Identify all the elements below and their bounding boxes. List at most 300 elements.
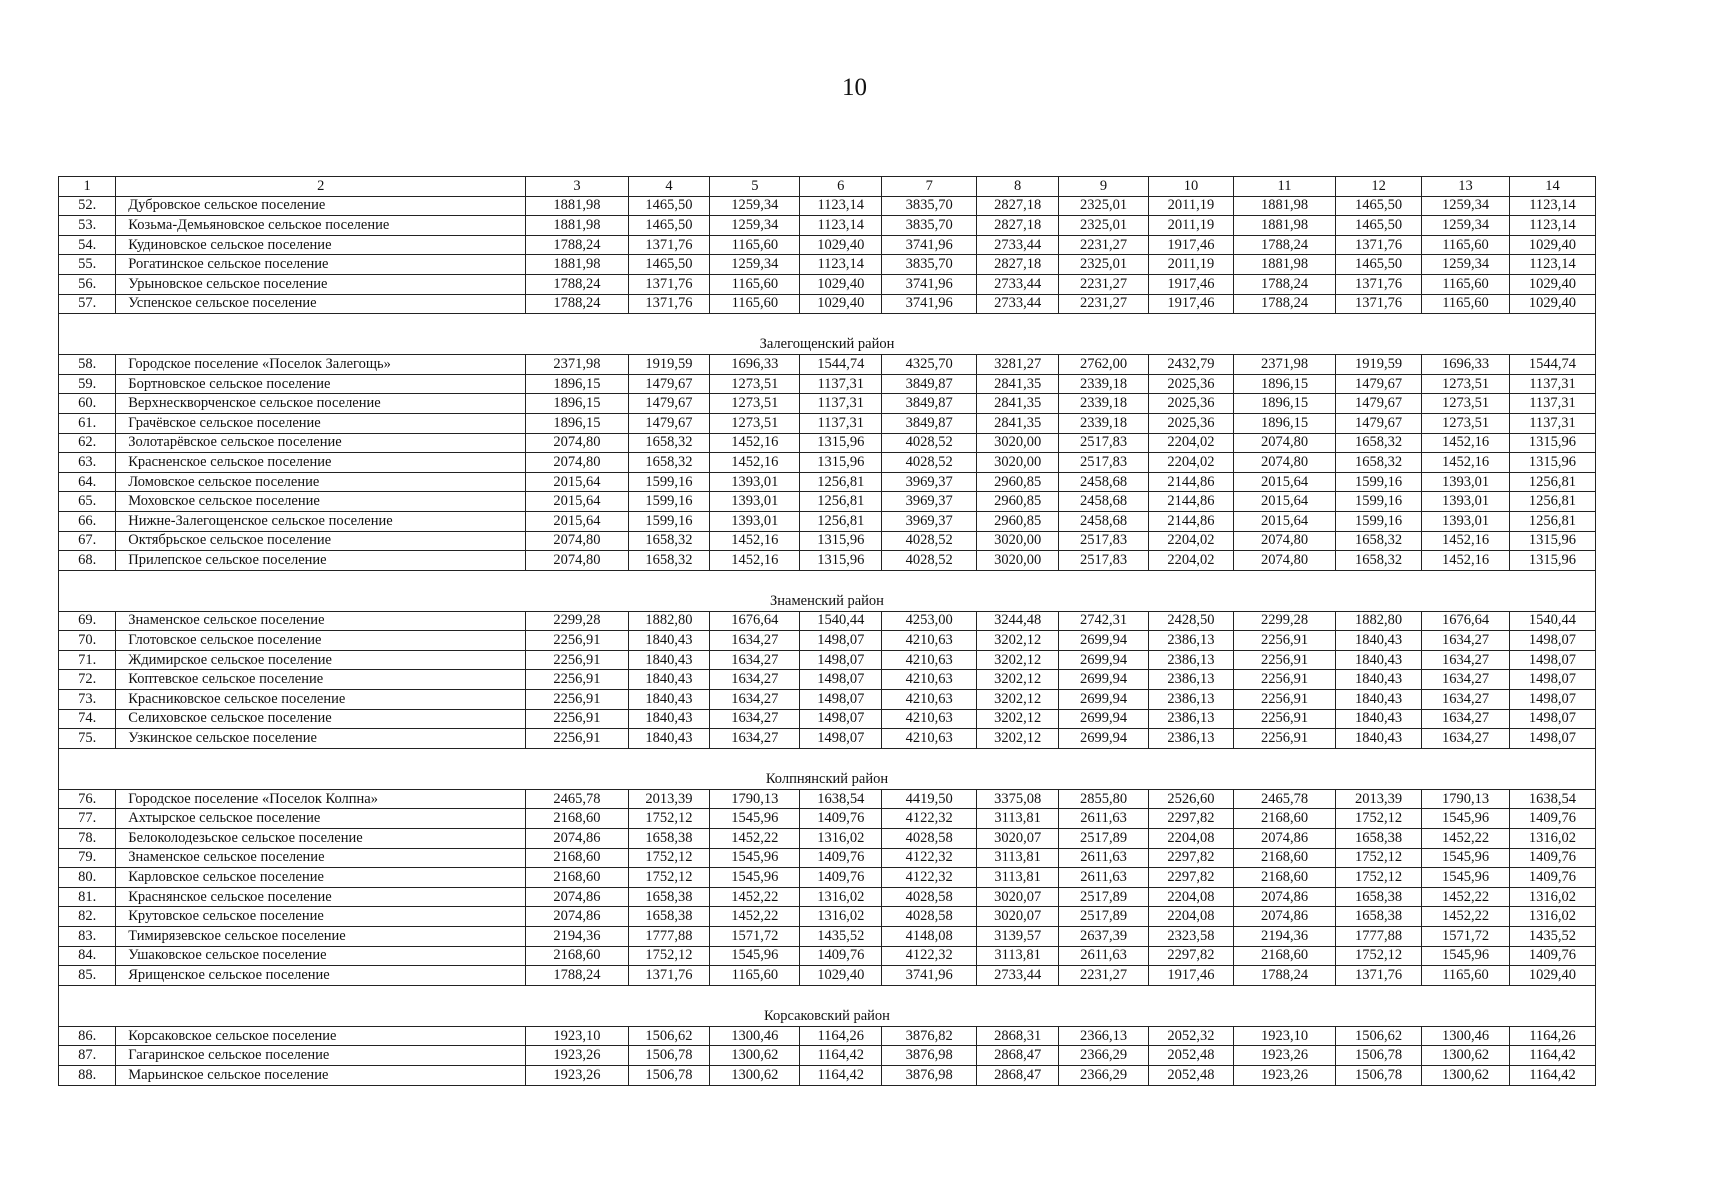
table-row [59,611,1596,631]
value-cell: 1840,43 [628,729,710,749]
value-cell: 1371,76 [1336,966,1422,986]
district-heading-row [59,314,1596,355]
value-cell: 3741,96 [882,294,977,314]
value-cell: 3835,70 [882,216,977,236]
value-cell: 1465,50 [628,216,710,236]
value-cell: 2052,48 [1149,1046,1234,1066]
value-cell: 1256,81 [800,472,882,492]
value-cell: 1164,42 [800,1065,882,1085]
value-cell: 1273,51 [1422,374,1510,394]
row-number: 73. [59,690,116,710]
value-cell: 1788,24 [1233,966,1335,986]
value-cell: 1371,76 [628,235,710,255]
value-cell: 2611,63 [1059,809,1149,829]
settlement-name: Красненское сельское поселение [116,453,526,473]
value-cell: 2256,91 [526,690,628,710]
row-number: 57. [59,294,116,314]
value-cell: 3244,48 [977,611,1059,631]
value-cell: 1137,31 [800,374,882,394]
value-cell: 1788,24 [1233,274,1335,294]
value-cell: 1923,26 [526,1046,628,1066]
value-cell: 1498,07 [800,631,882,651]
value-cell: 2699,94 [1059,631,1149,651]
value-cell: 2428,50 [1149,611,1234,631]
value-cell: 2742,31 [1059,611,1149,631]
value-cell: 3876,98 [882,1065,977,1085]
value-cell: 1123,14 [1509,216,1595,236]
value-cell: 1479,67 [628,394,710,414]
value-cell: 1479,67 [628,413,710,433]
value-cell: 2960,85 [977,511,1059,531]
value-cell: 2231,27 [1059,235,1149,255]
value-cell: 2699,94 [1059,709,1149,729]
value-cell: 1634,27 [710,690,800,710]
column-header: 4 [628,177,710,197]
value-cell: 2256,91 [1233,729,1335,749]
settlement-name: Ушаковское сельское поселение [116,946,526,966]
value-cell: 1273,51 [710,413,800,433]
value-cell: 1123,14 [1509,196,1595,216]
value-cell: 1371,76 [1336,294,1422,314]
value-cell: 3020,07 [977,887,1059,907]
value-cell: 1658,38 [1336,887,1422,907]
value-cell: 2386,13 [1149,729,1234,749]
value-cell: 2611,63 [1059,848,1149,868]
value-cell: 1273,51 [1422,413,1510,433]
value-cell: 1498,07 [800,709,882,729]
row-number: 81. [59,887,116,907]
column-header: 7 [882,177,977,197]
value-cell: 2366,29 [1059,1065,1149,1085]
row-number: 77. [59,809,116,829]
settlement-name: Карловское сельское поселение [116,868,526,888]
value-cell: 2074,80 [526,433,628,453]
value-cell: 1452,22 [710,887,800,907]
row-number: 61. [59,413,116,433]
value-cell: 4122,32 [882,848,977,868]
value-cell: 2194,36 [1233,927,1335,947]
district-heading-row [59,570,1596,611]
value-cell: 3202,12 [977,670,1059,690]
settlement-name: Ярищенское сельское поселение [116,966,526,986]
value-cell: 1371,76 [628,274,710,294]
value-cell: 1435,52 [1509,927,1595,947]
column-header: 2 [116,177,526,197]
value-cell: 1123,14 [800,196,882,216]
value-cell: 1634,27 [710,729,800,749]
value-cell: 4122,32 [882,868,977,888]
value-cell: 2458,68 [1059,472,1149,492]
value-cell: 2015,64 [1233,492,1335,512]
value-cell: 1752,12 [1336,848,1422,868]
value-cell: 2386,13 [1149,690,1234,710]
row-number: 75. [59,729,116,749]
table-row [59,216,1596,236]
value-cell: 1165,60 [1422,274,1510,294]
value-cell: 1923,10 [1233,1026,1335,1046]
value-cell: 1300,46 [710,1026,800,1046]
value-cell: 1452,16 [710,433,800,453]
column-header: 14 [1509,177,1595,197]
value-cell: 1300,62 [710,1046,800,1066]
value-cell: 2025,36 [1149,394,1234,414]
value-cell: 1658,38 [628,887,710,907]
settlement-name: Грачёвское сельское поселение [116,413,526,433]
value-cell: 1696,33 [1422,355,1510,375]
value-cell: 1498,07 [1509,650,1595,670]
value-cell: 2052,48 [1149,1065,1234,1085]
settlement-name: Прилепское сельское поселение [116,551,526,571]
value-cell: 2517,83 [1059,453,1149,473]
table-row [59,274,1596,294]
value-cell: 1752,12 [628,809,710,829]
value-cell: 1452,16 [1422,551,1510,571]
row-number: 56. [59,274,116,294]
value-cell: 2144,86 [1149,492,1234,512]
value-cell: 2371,98 [1233,355,1335,375]
value-cell: 4148,08 [882,927,977,947]
value-cell: 1788,24 [526,274,628,294]
table-row [59,492,1596,512]
value-cell: 1881,98 [1233,255,1335,275]
value-cell: 3876,82 [882,1026,977,1046]
value-cell: 1545,96 [710,946,800,966]
value-cell: 1498,07 [1509,690,1595,710]
value-cell: 2074,80 [526,531,628,551]
table-body [59,177,1596,1086]
value-cell: 2297,82 [1149,809,1234,829]
value-cell: 2611,63 [1059,946,1149,966]
value-cell: 1788,24 [526,235,628,255]
value-cell: 1896,15 [1233,374,1335,394]
value-cell: 1029,40 [1509,235,1595,255]
value-cell: 2011,19 [1149,216,1234,236]
value-cell: 1316,02 [800,829,882,849]
value-cell: 1882,80 [628,611,710,631]
value-cell: 3876,98 [882,1046,977,1066]
value-cell: 1452,22 [1422,907,1510,927]
value-cell: 2168,60 [526,848,628,868]
value-cell: 2339,18 [1059,413,1149,433]
value-cell: 1840,43 [1336,709,1422,729]
table-row [59,729,1596,749]
value-cell: 1393,01 [710,492,800,512]
value-cell: 1164,42 [800,1046,882,1066]
value-cell: 2637,39 [1059,927,1149,947]
value-cell: 2297,82 [1149,868,1234,888]
table-row [59,433,1596,453]
value-cell: 1315,96 [1509,531,1595,551]
value-cell: 3849,87 [882,413,977,433]
value-cell: 1676,64 [1422,611,1510,631]
value-cell: 1256,81 [800,492,882,512]
value-cell: 1479,67 [628,374,710,394]
row-number: 72. [59,670,116,690]
value-cell: 3020,00 [977,531,1059,551]
settlement-name: Городское поселение «Поселок Колпна» [116,789,526,809]
value-cell: 1498,07 [800,670,882,690]
table-row [59,809,1596,829]
value-cell: 1029,40 [800,235,882,255]
table-row [59,355,1596,375]
value-cell: 1881,98 [526,196,628,216]
value-cell: 2371,98 [526,355,628,375]
row-number: 65. [59,492,116,512]
value-cell: 2013,39 [628,789,710,809]
value-cell: 2323,58 [1149,927,1234,947]
value-cell: 4028,52 [882,453,977,473]
value-cell: 2256,91 [526,650,628,670]
value-cell: 2297,82 [1149,946,1234,966]
row-number: 68. [59,551,116,571]
value-cell: 2465,78 [526,789,628,809]
value-cell: 2762,00 [1059,355,1149,375]
settlement-name: Козьма-Демьяновское сельское поселение [116,216,526,236]
value-cell: 4028,58 [882,829,977,849]
header-row [59,177,1596,197]
row-number: 83. [59,927,116,947]
value-cell: 2256,91 [1233,631,1335,651]
value-cell: 1658,38 [1336,907,1422,927]
value-cell: 3202,12 [977,690,1059,710]
table-row [59,709,1596,729]
value-cell: 1164,42 [1509,1046,1595,1066]
value-cell: 1259,34 [710,216,800,236]
value-cell: 1393,01 [710,472,800,492]
value-cell: 1506,78 [628,1065,710,1085]
value-cell: 3020,00 [977,433,1059,453]
value-cell: 1123,14 [800,216,882,236]
value-cell: 2960,85 [977,492,1059,512]
value-cell: 2256,91 [526,709,628,729]
value-cell: 3113,81 [977,868,1059,888]
value-cell: 1634,27 [710,631,800,651]
row-number: 55. [59,255,116,275]
value-cell: 2386,13 [1149,631,1234,651]
settlement-name: Ахтырское сельское поселение [116,809,526,829]
value-cell: 2868,47 [977,1046,1059,1066]
value-cell: 1658,32 [1336,433,1422,453]
table-row [59,294,1596,314]
value-cell: 1452,22 [1422,829,1510,849]
value-cell: 1634,27 [710,650,800,670]
value-cell: 3202,12 [977,631,1059,651]
value-cell: 1452,22 [710,829,800,849]
value-cell: 3835,70 [882,196,977,216]
value-cell: 2074,86 [526,887,628,907]
value-cell: 1540,44 [1509,611,1595,631]
value-cell: 1393,01 [710,511,800,531]
value-cell: 1599,16 [628,472,710,492]
value-cell: 1300,62 [1422,1046,1510,1066]
value-cell: 2025,36 [1149,413,1234,433]
value-cell: 1164,26 [1509,1026,1595,1046]
value-cell: 1917,46 [1149,274,1234,294]
value-cell: 1752,12 [628,946,710,966]
value-cell: 1840,43 [1336,631,1422,651]
row-number: 58. [59,355,116,375]
row-number: 84. [59,946,116,966]
row-number: 62. [59,433,116,453]
value-cell: 1256,81 [1509,511,1595,531]
value-cell: 1498,07 [800,650,882,670]
row-number: 78. [59,829,116,849]
value-cell: 1316,02 [800,907,882,927]
value-cell: 2204,02 [1149,433,1234,453]
table-row [59,1065,1596,1085]
value-cell: 1506,78 [1336,1046,1422,1066]
value-cell: 1465,50 [1336,255,1422,275]
value-cell: 4028,52 [882,531,977,551]
value-cell: 1029,40 [800,294,882,314]
value-cell: 1300,46 [1422,1026,1510,1046]
value-cell: 1256,81 [1509,472,1595,492]
table-row [59,650,1596,670]
value-cell: 2526,60 [1149,789,1234,809]
settlement-name: Знаменское сельское поселение [116,848,526,868]
value-cell: 1123,14 [1509,255,1595,275]
value-cell: 2052,32 [1149,1026,1234,1046]
value-cell: 1315,96 [800,433,882,453]
value-cell: 4122,32 [882,946,977,966]
value-cell: 1165,60 [1422,294,1510,314]
value-cell: 1788,24 [526,294,628,314]
settlement-name: Ждимирское сельское поселение [116,650,526,670]
column-header: 8 [977,177,1059,197]
table-row [59,196,1596,216]
value-cell: 1658,38 [628,907,710,927]
value-cell: 1634,27 [1422,631,1510,651]
value-cell: 2611,63 [1059,868,1149,888]
value-cell: 1164,26 [800,1026,882,1046]
value-cell: 2204,08 [1149,829,1234,849]
value-cell: 2074,86 [1233,829,1335,849]
value-cell: 1452,16 [1422,433,1510,453]
value-cell: 1634,27 [1422,670,1510,690]
value-cell: 2325,01 [1059,216,1149,236]
settlement-name: Краснянское сельское поселение [116,887,526,907]
value-cell: 3202,12 [977,729,1059,749]
column-header: 1 [59,177,116,197]
district-heading-row [59,985,1596,1026]
table-row [59,394,1596,414]
value-cell: 1435,52 [800,927,882,947]
value-cell: 1544,74 [800,355,882,375]
value-cell: 3020,07 [977,829,1059,849]
value-cell: 1658,32 [1336,453,1422,473]
value-cell: 2204,02 [1149,551,1234,571]
table-row [59,927,1596,947]
settlement-name: Моховское сельское поселение [116,492,526,512]
value-cell: 1259,34 [710,196,800,216]
value-cell: 1917,46 [1149,966,1234,986]
value-cell: 1315,96 [1509,551,1595,571]
value-cell: 1165,60 [1422,235,1510,255]
value-cell: 1498,07 [800,729,882,749]
value-cell: 2074,86 [1233,907,1335,927]
value-cell: 1896,15 [1233,413,1335,433]
value-cell: 3139,57 [977,927,1059,947]
value-cell: 2432,79 [1149,355,1234,375]
table-row [59,1046,1596,1066]
value-cell: 1029,40 [1509,274,1595,294]
row-number: 60. [59,394,116,414]
value-cell: 1452,16 [710,531,800,551]
value-cell: 2204,08 [1149,887,1234,907]
value-cell: 2827,18 [977,196,1059,216]
value-cell: 1545,96 [1422,868,1510,888]
value-cell: 4210,63 [882,690,977,710]
value-cell: 1465,50 [628,196,710,216]
value-cell: 2204,02 [1149,531,1234,551]
value-cell: 1599,16 [1336,492,1422,512]
value-cell: 1896,15 [1233,394,1335,414]
value-cell: 2074,80 [526,551,628,571]
value-cell: 4210,63 [882,729,977,749]
value-cell: 1506,78 [628,1046,710,1066]
settlement-name: Марьинское сельское поселение [116,1065,526,1085]
value-cell: 1137,31 [800,394,882,414]
value-cell: 1634,27 [710,670,800,690]
row-number: 88. [59,1065,116,1085]
value-cell: 1881,98 [526,255,628,275]
value-cell: 1840,43 [628,670,710,690]
value-cell: 4028,52 [882,433,977,453]
value-cell: 1123,14 [800,255,882,275]
value-cell: 2841,35 [977,374,1059,394]
value-cell: 2325,01 [1059,196,1149,216]
value-cell: 2733,44 [977,235,1059,255]
value-cell: 1634,27 [1422,690,1510,710]
value-cell: 1545,96 [710,848,800,868]
tariff-table [58,176,1596,1086]
value-cell: 1316,02 [1509,887,1595,907]
value-cell: 1452,22 [710,907,800,927]
value-cell: 1658,32 [628,453,710,473]
value-cell: 4210,63 [882,670,977,690]
value-cell: 2517,83 [1059,531,1149,551]
value-cell: 2168,60 [1233,809,1335,829]
value-cell: 1788,24 [1233,294,1335,314]
row-number: 54. [59,235,116,255]
value-cell: 3741,96 [882,235,977,255]
value-cell: 1273,51 [1422,394,1510,414]
value-cell: 2204,08 [1149,907,1234,927]
district-name: Знаменский район [59,570,1596,611]
value-cell: 1544,74 [1509,355,1595,375]
district-name: Залегощенский район [59,314,1596,355]
value-cell: 1540,44 [800,611,882,631]
value-cell: 1917,46 [1149,294,1234,314]
value-cell: 1452,16 [710,453,800,473]
value-cell: 1465,50 [1336,216,1422,236]
settlement-name: Знаменское сельское поселение [116,611,526,631]
value-cell: 1409,76 [1509,809,1595,829]
column-header: 11 [1233,177,1335,197]
value-cell: 1452,22 [1422,887,1510,907]
value-cell: 1917,46 [1149,235,1234,255]
settlement-name: Золотарёвское сельское поселение [116,433,526,453]
value-cell: 2015,64 [526,511,628,531]
value-cell: 1840,43 [628,650,710,670]
value-cell: 1788,24 [526,966,628,986]
value-cell: 2841,35 [977,394,1059,414]
value-cell: 1409,76 [800,946,882,966]
table-row [59,235,1596,255]
value-cell: 2074,80 [1233,453,1335,473]
value-cell: 3969,37 [882,472,977,492]
value-cell: 1545,96 [1422,848,1510,868]
